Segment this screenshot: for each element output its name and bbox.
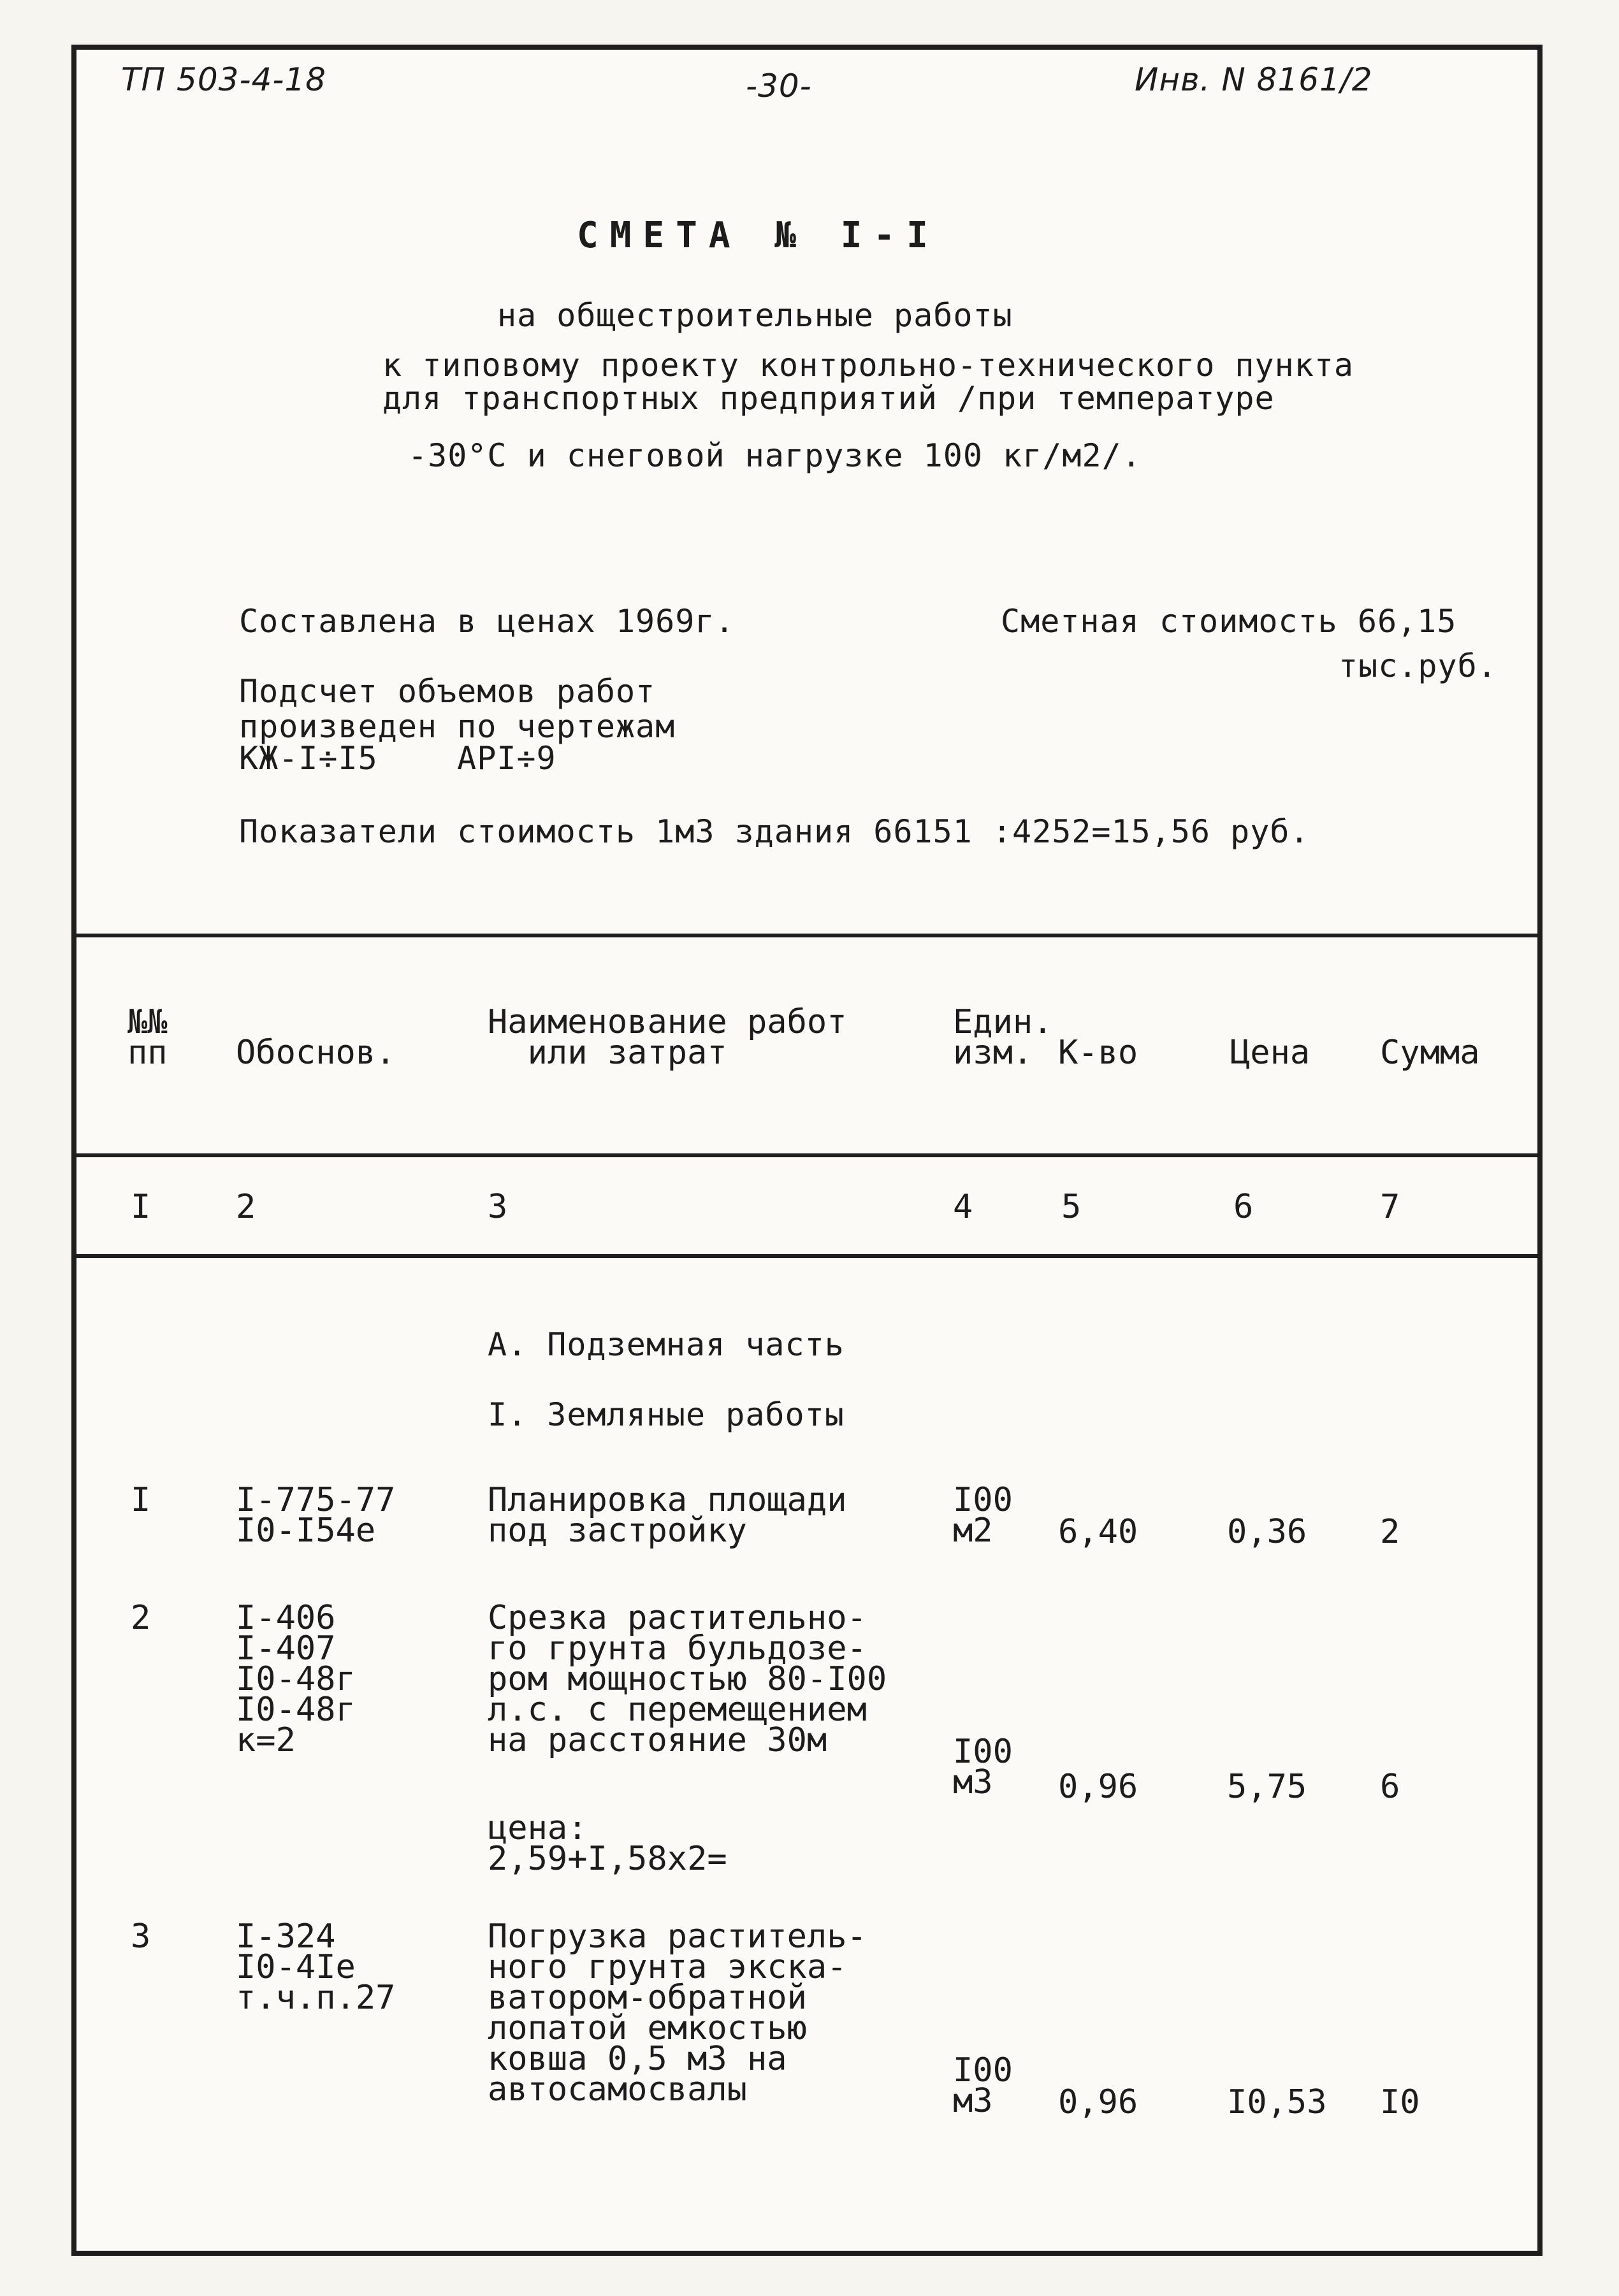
col-header-unit: Един. изм. xyxy=(953,1003,1053,1072)
row-price: 5,75 xyxy=(1227,1768,1307,1806)
row-sum: 2 xyxy=(1380,1513,1400,1551)
col-header-num: №№ пп xyxy=(127,1003,168,1072)
estimated-cost: Сметная стоимость 66,15 xyxy=(1001,603,1457,640)
title-line-4: -30°С и снеговой нагрузке 100 кг/м2/. xyxy=(408,437,1142,474)
row-qty: 0,96 xyxy=(1058,1768,1138,1806)
row-price: 0,36 xyxy=(1227,1513,1307,1551)
col-header-name: Наименование работ или затрат xyxy=(488,1003,847,1072)
row-name: Срезка растительно- го грунта бульдозе- ром мощностью 80-I00 л.с. с перемещением на расстояние 30м xyxy=(488,1599,887,1759)
row-name: Погрузка раститель- ного грунта экска- ватором-обратной лопатой емкостью ковша 0,5 м3 на автосамосвалы xyxy=(488,1917,867,2109)
col-number-5: 5 xyxy=(1061,1188,1082,1226)
row-sum: 6 xyxy=(1380,1768,1400,1806)
row-sum: I0 xyxy=(1380,2083,1420,2121)
col-number-6: 6 xyxy=(1233,1188,1254,1226)
row-qty: 0,96 xyxy=(1058,2083,1138,2121)
estimate-title: СМЕТА № I-I xyxy=(577,215,940,256)
cost-indicator: Показатели стоимость 1м3 здания 66151 :4252=15,56 руб. xyxy=(239,813,1310,850)
col-header-price: Цена xyxy=(1230,1034,1310,1072)
row-name: Планировка площади под застройку xyxy=(488,1481,847,1550)
col-number-2: 2 xyxy=(236,1188,256,1226)
col-header-basis: Обоснов. xyxy=(236,1034,396,1072)
page-number: -30- xyxy=(746,68,812,105)
price-basis: Составлена в ценах 1969г. xyxy=(239,603,735,640)
basis-line-3: КЖ-I÷I5 АРI÷9 xyxy=(239,740,556,777)
row-number: 2 xyxy=(131,1599,151,1637)
doc-code: ТП 503-4-18 xyxy=(121,61,326,98)
col-header-sum: Сумма xyxy=(1380,1034,1480,1072)
col-number-4: 4 xyxy=(953,1188,973,1226)
basis-line-1: Подсчет объемов работ xyxy=(239,673,656,710)
section-heading: А. Подземная часть xyxy=(488,1326,845,1363)
row-number: 3 xyxy=(131,1917,151,1956)
row-unit: I00 м3 xyxy=(953,2051,1013,2120)
row-number: I xyxy=(131,1481,151,1519)
row-unit: I00 м2 xyxy=(953,1481,1013,1550)
cost-unit: тыс.руб. xyxy=(1339,647,1497,684)
row-basis: I-324 I0-4Iе т.ч.п.27 xyxy=(236,1917,396,2017)
colnum-bottom-rule xyxy=(71,1254,1543,1258)
col-number-7: 7 xyxy=(1380,1188,1400,1226)
inventory-number: Инв. N 8161/2 xyxy=(1135,61,1373,98)
title-line-2: к типовому проекту контрольно-технического пункта xyxy=(382,347,1354,384)
subsection-heading: I. Земляные работы xyxy=(488,1396,845,1433)
col-number-1: I xyxy=(131,1188,151,1226)
row-basis: I-406 I-407 I0-48г I0-48г к=2 xyxy=(236,1599,356,1759)
row-qty: 6,40 xyxy=(1058,1513,1138,1551)
col-header-qty: К-во xyxy=(1058,1034,1138,1072)
header-bottom-rule xyxy=(71,1153,1543,1157)
row-price-note: цена: 2,59+I,58х2= xyxy=(488,1809,727,1878)
table-top-rule xyxy=(71,934,1543,937)
row-unit: I00 м3 xyxy=(953,1733,1013,1801)
title-line-1: на общестроительные работы xyxy=(497,297,1013,334)
row-basis: I-775-77 I0-I54е xyxy=(236,1481,396,1550)
title-line-3: для транспортных предприятий /при температуре xyxy=(382,380,1275,417)
row-price: I0,53 xyxy=(1227,2083,1327,2121)
col-number-3: 3 xyxy=(488,1188,508,1226)
basis-line-2: произведен по чертежам xyxy=(239,708,676,745)
